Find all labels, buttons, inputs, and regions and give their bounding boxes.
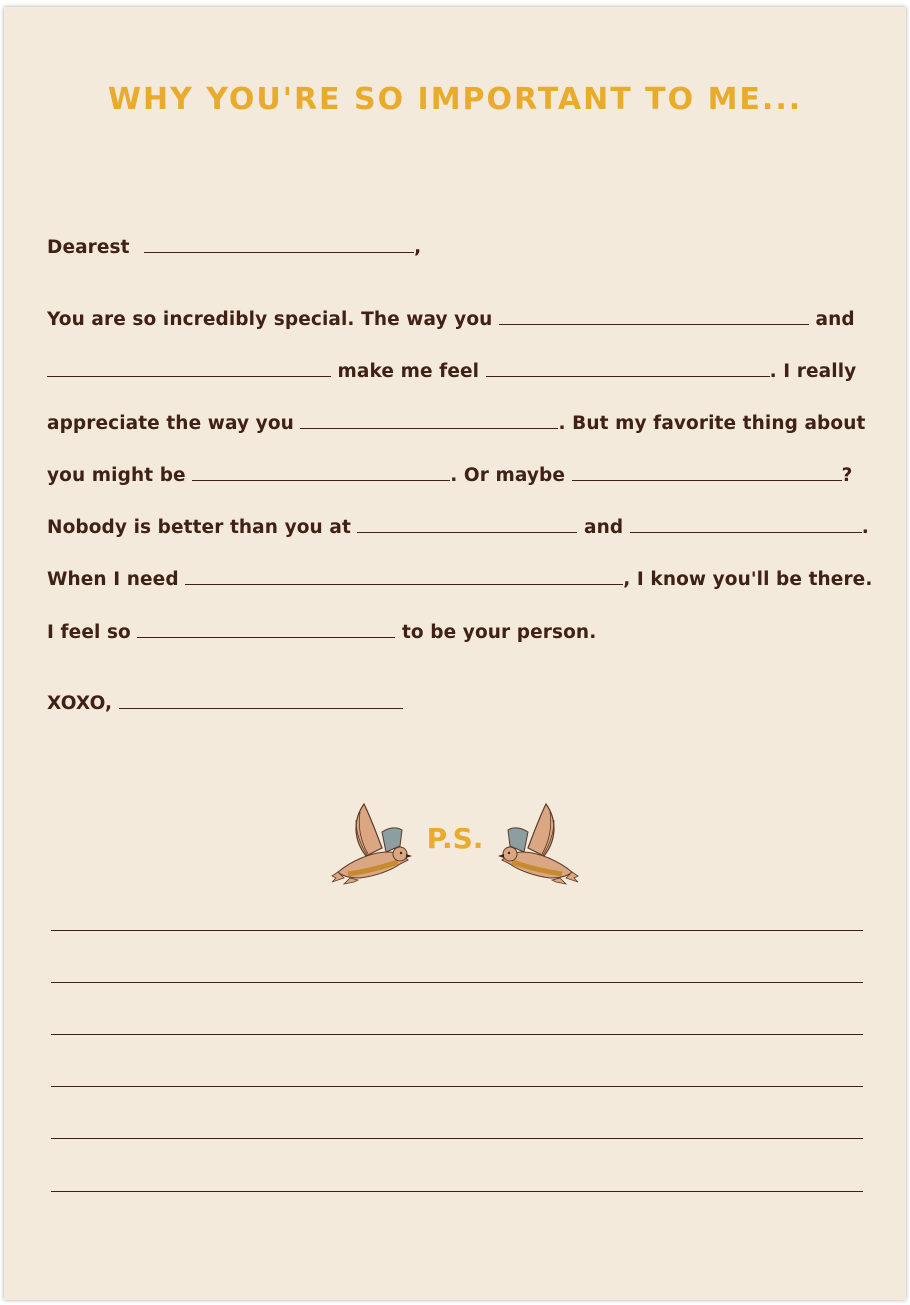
letter-text: I feel so <box>47 622 131 643</box>
letter-text: , <box>414 237 422 258</box>
fill-in-blank[interactable] <box>185 568 623 585</box>
letter-line-8 <box>47 621 596 643</box>
letter-text: and <box>815 309 855 330</box>
fill-in-blank[interactable] <box>300 412 558 429</box>
fill-in-blank[interactable] <box>630 516 862 533</box>
ps-writing-line[interactable] <box>51 1138 863 1139</box>
fill-in-blank[interactable] <box>499 308 809 325</box>
ps-label: P.S. <box>426 822 484 855</box>
ps-writing-line[interactable] <box>51 1086 863 1087</box>
bird-icon <box>330 798 412 888</box>
letter-text: ? <box>841 465 853 486</box>
letter-line-5 <box>47 464 852 486</box>
bird-icon <box>498 798 580 888</box>
letter-text: . But my favorite thing about <box>558 413 866 434</box>
fill-in-blank[interactable] <box>47 360 331 377</box>
ps-writing-line[interactable] <box>51 1191 863 1192</box>
fill-in-blank[interactable] <box>192 464 450 481</box>
letter-text: you might be <box>47 465 186 486</box>
fill-in-blank[interactable] <box>137 621 395 638</box>
letter-text: make me feel <box>337 361 480 382</box>
letter-line-7 <box>47 568 872 590</box>
letter-text: You are so incredibly special. The way you <box>47 309 493 330</box>
ps-writing-line[interactable] <box>51 1034 863 1035</box>
ps-writing-line[interactable] <box>51 982 863 983</box>
letter-text: . Or maybe <box>450 465 566 486</box>
signoff-text: XOXO, <box>47 693 113 714</box>
letter-signoff <box>47 692 403 714</box>
letter-line-2 <box>47 308 855 330</box>
fill-in-blank[interactable] <box>144 236 414 253</box>
letter-text: appreciate the way you <box>47 413 294 434</box>
page-title: WHY YOU'RE SO IMPORTANT TO ME... <box>107 82 803 117</box>
letter-line-6 <box>47 516 869 538</box>
letter-text: Nobody is better than you at <box>47 517 351 538</box>
signature-blank[interactable] <box>119 692 403 709</box>
letter-text: When I need <box>47 569 179 590</box>
letter-line-3 <box>47 360 856 382</box>
letter-line-4 <box>47 412 865 434</box>
fill-in-blank[interactable] <box>357 516 577 533</box>
letter-text: . I really <box>769 361 857 382</box>
ps-writing-line[interactable] <box>51 930 863 931</box>
fill-in-blank[interactable] <box>572 464 842 481</box>
letter-text: , I know you'll be there. <box>623 569 873 590</box>
letter-line-1 <box>47 236 421 258</box>
ps-heading <box>330 798 580 893</box>
letter-text: . <box>861 517 869 538</box>
letter-text: and <box>583 517 624 538</box>
letter-text: to be your person. <box>401 622 597 643</box>
worksheet-page <box>4 7 906 1300</box>
letter-text: Dearest <box>47 237 130 258</box>
fill-in-blank[interactable] <box>486 360 770 377</box>
